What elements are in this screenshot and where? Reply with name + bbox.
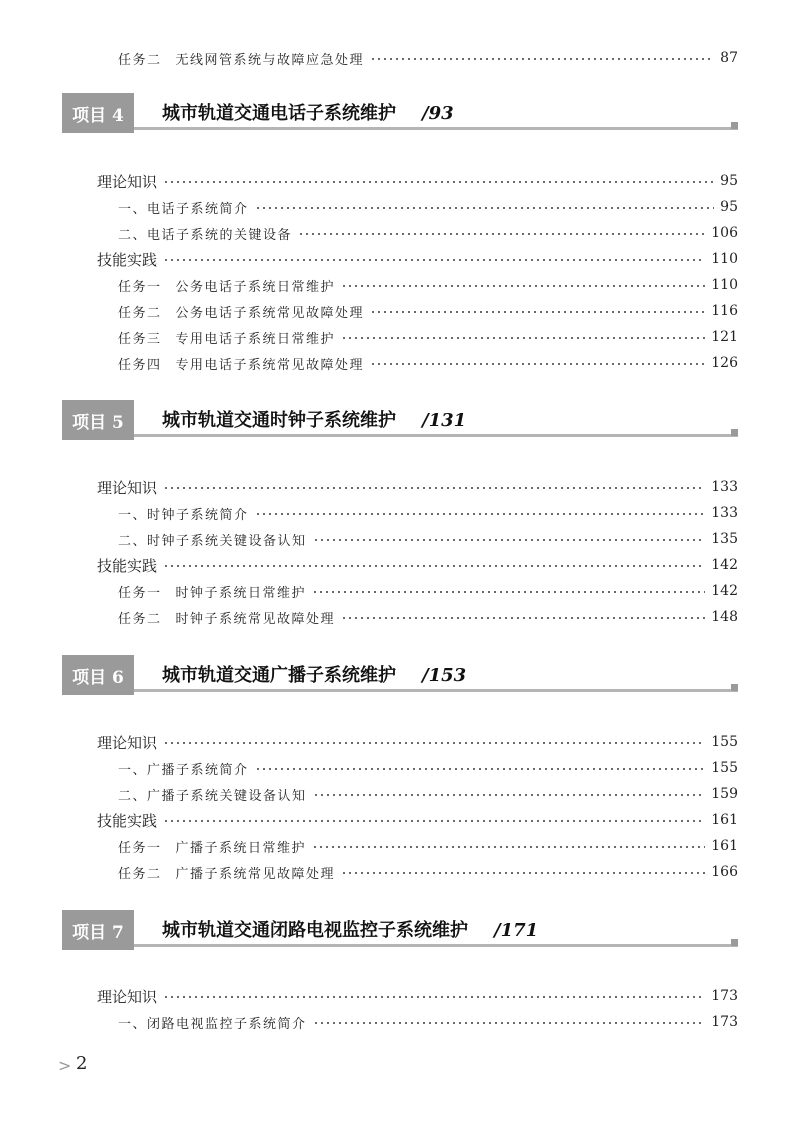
section-rule-marker — [731, 122, 738, 129]
toc-entry[interactable] — [0, 757, 790, 779]
toc-entry-page: 142 — [711, 557, 738, 573]
toc-entry-label: 任务二 — [118, 866, 162, 882]
dot-leader — [255, 207, 715, 209]
section-badge: 项目 6 — [62, 655, 134, 695]
section-heading-text: 城市轨道交通电话子系统维护 — [162, 103, 396, 124]
toc-entry[interactable] — [0, 170, 790, 192]
toc-entry-page: 110 — [711, 251, 738, 267]
dot-leader — [341, 285, 705, 287]
section-heading-text: 城市轨道交通闭路电视监控子系统维护 — [162, 920, 468, 941]
toc-entry-text: 公务电话子系统常见故障处理 — [175, 305, 365, 321]
toc-entry-page: 159 — [711, 786, 738, 802]
dot-leader — [312, 591, 705, 593]
page-number: 2 — [76, 1053, 88, 1074]
section-heading — [162, 661, 466, 687]
toc-entry[interactable] — [0, 580, 790, 602]
toc-entry[interactable] — [0, 809, 790, 831]
toc-entry-label: 二、 — [118, 227, 148, 243]
toc-entry-page: 106 — [711, 225, 738, 241]
section-header — [62, 93, 738, 133]
toc-entry-page: 161 — [711, 838, 738, 854]
toc-entry-title: 理论知识 — [97, 733, 158, 752]
dot-leader — [341, 337, 705, 339]
dot-leader — [163, 820, 705, 822]
toc-entry-text: 电话子系统简介 — [147, 201, 249, 217]
toc-entry-label: 任务一 — [118, 585, 162, 601]
toc-entry-title: 技能实践 — [97, 556, 158, 575]
toc-entry[interactable] — [0, 606, 790, 628]
toc-entry[interactable] — [0, 352, 790, 374]
toc-entry-page: 95 — [720, 199, 738, 215]
toc-entry[interactable] — [0, 783, 790, 805]
section-rule — [134, 689, 738, 692]
toc-entry-title — [0, 354, 370, 373]
dot-leader — [298, 233, 705, 235]
toc-entry-title — [0, 582, 312, 601]
toc-entry-page: 116 — [711, 303, 738, 319]
toc-entry-title — [0, 608, 341, 627]
toc-entry-title — [0, 328, 341, 347]
section-heading-page: /153 — [422, 665, 467, 686]
toc-entry-page: 155 — [711, 734, 738, 750]
dot-leader — [163, 742, 705, 744]
toc-entry-page: 142 — [711, 583, 738, 599]
toc-entry-text: 广播子系统常见故障处理 — [175, 866, 336, 882]
toc-entry-page: 95 — [720, 173, 738, 189]
toc-entry-title — [0, 49, 370, 68]
toc-entry[interactable] — [0, 196, 790, 218]
toc-entry-label: 任务二 — [118, 611, 162, 627]
toc-entry-title: 技能实践 — [97, 250, 158, 269]
toc-entry-title — [0, 504, 255, 523]
toc-entry-label: 一、 — [118, 507, 148, 523]
toc-entry-title — [0, 863, 341, 882]
toc-entry-page: 173 — [711, 988, 738, 1004]
chevron-right-icon: > — [58, 1056, 72, 1075]
toc-entry[interactable] — [0, 985, 790, 1007]
toc-entry-label: 任务四 — [118, 357, 162, 373]
toc-entry[interactable] — [0, 731, 790, 753]
toc-entry-title: 理论知识 — [97, 987, 158, 1006]
toc-entry-page: 155 — [711, 760, 738, 776]
toc-entry[interactable] — [0, 502, 790, 524]
toc-entry-page: 161 — [711, 812, 738, 828]
toc-entry-page: 166 — [711, 864, 738, 880]
toc-entry[interactable] — [0, 1011, 790, 1033]
section-heading — [162, 916, 538, 942]
section-heading-page: /131 — [422, 410, 467, 431]
toc-entry-text: 时钟子系统日常维护 — [175, 585, 307, 601]
dot-leader — [163, 259, 705, 261]
toc-entry-page: 148 — [711, 609, 738, 625]
section-header — [62, 655, 738, 695]
toc-entry-label: 一、 — [118, 762, 148, 778]
toc-entry-text: 闭路电视监控子系统简介 — [147, 1016, 307, 1032]
toc-entry-title: 技能实践 — [97, 811, 158, 830]
dot-leader — [341, 872, 705, 874]
toc-entry-title — [0, 759, 255, 778]
section-header — [62, 400, 738, 440]
section-heading-page: /171 — [494, 920, 539, 941]
toc-entry-text: 时钟子系统简介 — [147, 507, 249, 523]
section-heading — [162, 99, 454, 125]
dot-leader — [163, 181, 714, 183]
toc-entry-label: 任务二 — [118, 52, 162, 68]
toc-entry-title — [0, 302, 370, 321]
toc-entry[interactable] — [0, 274, 790, 296]
toc-entry-page: 173 — [711, 1014, 738, 1030]
section-heading — [162, 406, 466, 432]
toc-entry-page: 121 — [711, 329, 738, 345]
toc-entry-title — [0, 837, 312, 856]
toc-entry-label: 二、 — [118, 533, 148, 549]
toc-entry-title: 理论知识 — [97, 478, 158, 497]
toc-entry-text: 广播子系统简介 — [147, 762, 249, 778]
section-rule-marker — [731, 939, 738, 946]
toc-entry-title — [0, 1013, 313, 1032]
toc-entry[interactable] — [0, 326, 790, 348]
dot-leader — [163, 487, 705, 489]
dot-leader — [312, 846, 705, 848]
section-rule-marker — [731, 684, 738, 691]
toc-entry-text: 无线网管系统与故障应急处理 — [175, 52, 365, 68]
toc-entry-text: 时钟子系统关键设备认知 — [147, 533, 307, 549]
dot-leader — [313, 794, 706, 796]
toc-entry-page: 133 — [711, 505, 738, 521]
toc-entry-text: 广播子系统日常维护 — [175, 840, 307, 856]
toc-entry-text: 电话子系统的关键设备 — [147, 227, 293, 243]
section-badge: 项目 5 — [62, 400, 134, 440]
dot-leader — [163, 996, 705, 998]
toc-entry-text: 公务电话子系统日常维护 — [175, 279, 336, 295]
dot-leader — [370, 58, 714, 60]
toc-entry-text: 广播子系统关键设备认知 — [147, 788, 307, 804]
toc-entry-title — [0, 198, 255, 217]
toc-entry-label: 任务一 — [118, 840, 162, 856]
section-header — [62, 910, 738, 950]
toc-entry-title — [0, 276, 341, 295]
toc-entry[interactable] — [0, 300, 790, 322]
dot-leader — [341, 617, 705, 619]
toc-entry[interactable] — [0, 528, 790, 550]
toc-entry-page: 133 — [711, 479, 738, 495]
toc-entry-label: 二、 — [118, 788, 148, 804]
dot-leader — [255, 768, 706, 770]
toc-entry[interactable] — [0, 222, 790, 244]
toc-entry-page: 135 — [711, 531, 738, 547]
toc-entry[interactable] — [0, 861, 790, 883]
toc-entry-label: 任务一 — [118, 279, 162, 295]
toc-entry-title: 理论知识 — [97, 172, 158, 191]
toc-entry-page: 110 — [711, 277, 738, 293]
toc-entry[interactable] — [0, 476, 790, 498]
section-rule — [134, 434, 738, 437]
section-badge: 项目 7 — [62, 910, 134, 950]
dot-leader — [313, 539, 706, 541]
toc-entry-page: 87 — [720, 50, 738, 66]
dot-leader — [255, 513, 706, 515]
dot-leader — [163, 565, 705, 567]
toc-entry-text: 时钟子系统常见故障处理 — [175, 611, 336, 627]
section-heading-text: 城市轨道交通广播子系统维护 — [162, 665, 396, 686]
section-rule — [134, 944, 738, 947]
section-heading-text: 城市轨道交通时钟子系统维护 — [162, 410, 396, 431]
toc-entry[interactable] — [0, 835, 790, 857]
dot-leader — [370, 311, 705, 313]
toc-entry-text: 专用电话子系统日常维护 — [175, 331, 336, 347]
section-heading-page: /93 — [422, 103, 454, 124]
toc-entry-label: 一、 — [118, 1016, 148, 1032]
toc-entry[interactable] — [0, 248, 790, 270]
dot-leader — [370, 363, 705, 365]
toc-entry-title — [0, 530, 313, 549]
toc-entry-page: 126 — [711, 355, 738, 371]
toc-entry-label: 一、 — [118, 201, 148, 217]
toc-entry[interactable] — [0, 47, 790, 69]
section-rule-marker — [731, 429, 738, 436]
toc-entry-text: 专用电话子系统常见故障处理 — [175, 357, 365, 373]
toc-entry-title — [0, 224, 298, 243]
toc-entry-label: 任务三 — [118, 331, 162, 347]
dot-leader — [313, 1022, 706, 1024]
section-rule — [134, 127, 738, 130]
section-badge: 项目 4 — [62, 93, 134, 133]
toc-entry[interactable] — [0, 554, 790, 576]
toc-entry-title — [0, 785, 313, 804]
toc-entry-label: 任务二 — [118, 305, 162, 321]
